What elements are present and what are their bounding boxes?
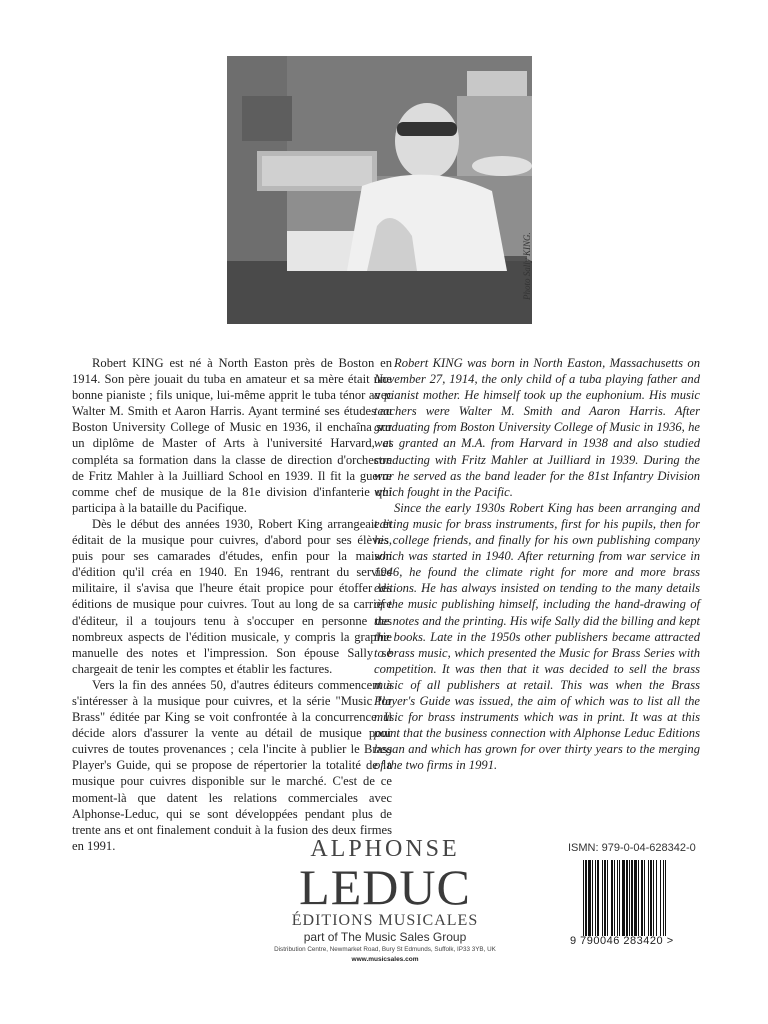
ismn-label: ISMN: 979-0-04-628342-0 bbox=[568, 842, 696, 854]
photo-credit: Photo Sally KING. bbox=[522, 232, 532, 300]
barcode-bar bbox=[607, 860, 608, 936]
barcode-bar bbox=[644, 860, 645, 936]
barcode-bar bbox=[617, 860, 618, 936]
barcode-bar bbox=[611, 860, 613, 936]
barcode-bar bbox=[656, 860, 657, 936]
french-paragraph: Robert KING est né à North Easton près de Boston en 1914. Son père jouait du tuba en amateur et sa mère était une bonne pianiste ; fils unique, lui-même apprit le tuba ténor avec Walter M. Smith et Aaron Harris. Ayant terminé ses études au Boston University College of Music en 1936, il enchaîna sur un diplôme de Master of Arts à l'université Harvard, et compléta sa formation dans la classe de direction d'orchestre de Fritz Mahler à la Juilliard School en 1939. Il fit la guerre comme chef de musique de la 81e division d'infanterie qui participa à la bataille du Pacifique. bbox=[72, 356, 392, 515]
barcode-bar bbox=[660, 860, 661, 936]
barcode-bar bbox=[653, 860, 654, 936]
barcode-bar bbox=[602, 860, 603, 936]
barcode-bar bbox=[614, 860, 615, 936]
publisher-logo bbox=[270, 836, 500, 964]
barcode-bar bbox=[604, 860, 606, 936]
barcode-bar bbox=[588, 860, 591, 936]
barcode-bar bbox=[626, 860, 628, 936]
barcode bbox=[582, 860, 700, 936]
english-paragraph: Since the early 1930s Robert King has been arranging and editing music for brass instruments, first for his pupils, then for his college friends, and finally for his own publishing company which was started in 1940. After returning from war service in 1946, he found the climate right for more and more brass editions. He has always insisted on tending to the many details of the music publishing himself, including the hand-drawing of the notes and the printing. His wife Sally did the billing and kept the books. Late in the 1950s other publishers became attracted to brass music, which presented the Music for Brass Series with competition. It was then that it was decided to sell the brass music of all publishers at retail. This was when the Brass Player's Guide was issued, the aim of which was to list all the music for brass instruments which was in print. It was at this point that the business connection with Alphonse Leduc Editions began and which has grown for over thirty years to the merging of the two firms in 1991. bbox=[374, 500, 700, 773]
website: www.musicsales.com bbox=[351, 956, 419, 963]
barcode-bar bbox=[650, 860, 652, 936]
barcode-bar bbox=[619, 860, 620, 936]
barcode-bar bbox=[629, 860, 630, 936]
barcode-number: 9 790046 283420 > bbox=[570, 935, 674, 947]
english-biography bbox=[374, 355, 700, 773]
barcode-bar bbox=[648, 860, 649, 936]
barcode-bar bbox=[622, 860, 625, 936]
barcode-bar bbox=[595, 860, 596, 936]
barcode-bar bbox=[583, 860, 584, 936]
barcode-bar bbox=[638, 860, 639, 936]
barcode-bar bbox=[631, 860, 633, 936]
french-biography bbox=[72, 355, 392, 854]
logo-editions: ÉDITIONS MUSICALES bbox=[291, 912, 479, 929]
barcode-bar bbox=[592, 860, 593, 936]
french-paragraph: Dès le début des années 1930, Robert King arrangeait et éditait de la musique pour cuivres, d'abord pour ses élèves, puis pour ses camarades d'études, enfin pour la maison d'édition qu'il créa en 1940. En 1946, rentrant du service militaire, il s'avisa que l'heure était propice pour étoffer les éditions de musique pour cuivres. Tout au long de sa carrière d'éditeur, il a toujours tenu à s'occuper en personne des nombreux aspects de l'édition musicale, y compris la graphie manuelle des notes et l'impression. Son épouse Sally se chargeait de tenir les comptes et établir les factures. bbox=[72, 516, 392, 676]
barcode-bar bbox=[665, 860, 666, 936]
barcode-bar bbox=[597, 860, 599, 936]
logo-alphonse: ALPHONSE bbox=[310, 836, 460, 862]
logo-leduc: LEDUC bbox=[299, 859, 471, 915]
distribution-address: Distribution Centre, Newmarket Road, Bury St Edmunds, Suffolk, IP33 3YB, UK bbox=[274, 946, 496, 953]
french-paragraph: Vers la fin des années 50, d'autres éditeurs commencent à s'intéresser à la musique pour cuivres, et la série "Music for Brass" éditée par King se voit confrontée à la concurrence. Il décide alors d'assurer la vente au détail de musique pour cuivres de toutes provenances ; cela l'incite à publier le Brass Player's Guide, qui se propose de répertorier la totalité de la musique pour cuivres disponible sur le marché. C'est de ce moment-là que datent les relations commerciales avec Alphonse-Leduc, qui se sont développées pendant plus de trente ans et ont finalement conduit à la fusion des deux firmes en 1991. bbox=[72, 677, 392, 853]
barcode-bar bbox=[634, 860, 637, 936]
barcode-bar bbox=[585, 860, 587, 936]
english-paragraph: Robert KING was born in North Easton, Massachusetts on November 27, 1914, the only child of a tuba playing father and a pianist mother. He himself took up the euphonium. His music teachers were Walter M. Smith and Aaron Harris. After graduating from Boston University College of Music in 1936, he was granted an M.A. from Harvard in 1938 and also studied conducting with Fritz Mahler at Juilliard in 1939. During the war he served as the band leader for the 81st Infantry Division which fought in the Pacific. bbox=[374, 356, 700, 499]
music-sales-group: part of The Music Sales Group bbox=[303, 930, 467, 944]
portrait-photo bbox=[227, 56, 532, 324]
barcode-bar bbox=[641, 860, 643, 936]
barcode-bar bbox=[663, 860, 664, 936]
